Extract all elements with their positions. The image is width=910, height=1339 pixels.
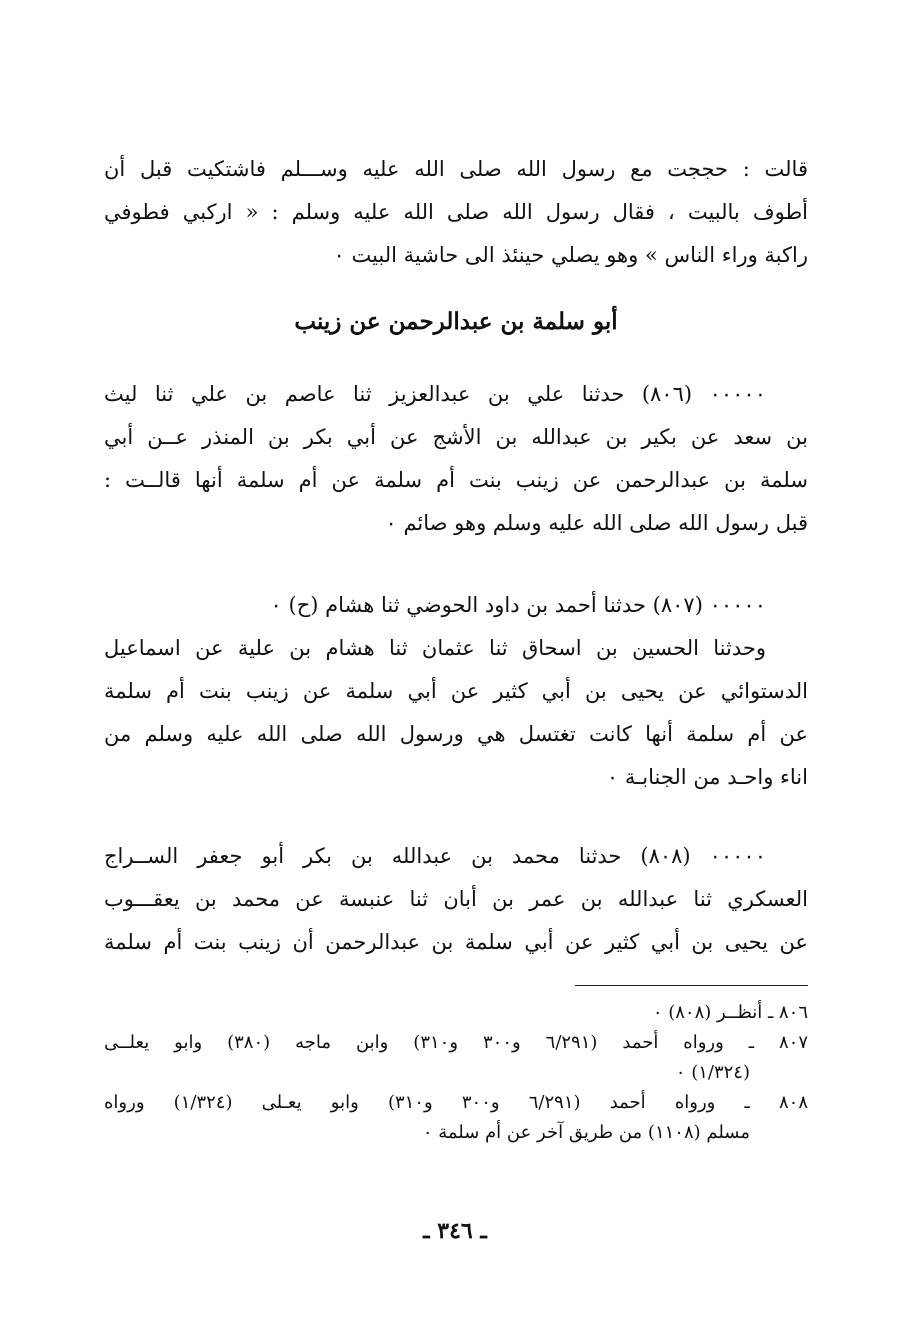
text-line: عن يحيى بن أبي كثير عن أبي سلمة بن عبدالرحمن أن زينب بنت أم سلمة: [104, 930, 808, 954]
text-line: ٠٠٠٠٠ (٨٠٧) حدثنا أحمد بن داود الحوضي ثنا هشام (ح) ٠: [270, 593, 766, 617]
text-line: سلمة بن عبدالرحمن عن زينب بنت أم سلمة عن أم سلمة أنها قالــت :: [104, 468, 808, 492]
paragraph-continuation: [104, 148, 808, 277]
hadith-807: [104, 584, 808, 799]
text-line: أطوف بالبيت ، فقال رسول الله صلى الله عليه وسلم : « اركبي فطوفي: [104, 200, 808, 224]
text-line: ٠٠٠٠٠ (٨٠٨) حدثنا محمد بن عبدالله بن بكر أبو جعفر الســراج: [104, 844, 766, 868]
text-line: قالت : حججت مع رسول الله صلى الله عليه وســـلم فاشتكيت قبل أن: [104, 157, 808, 181]
section-heading: أبو سلمة بن عبدالرحمن عن زينب: [294, 308, 618, 335]
text-line: قبل رسول الله صلى الله عليه وسلم وهو صائم ٠: [385, 511, 808, 535]
text-line: عن أم سلمة أنها كانت تغتسل هي ورسول الله صلى الله عليه وسلم من: [104, 722, 808, 746]
page-number: ـ ٣٤٦ ـ: [423, 1218, 487, 1244]
text-line: بن سعد عن بكير بن عبدالله بن الأشج عن أبي بكر بن المنذر عــن أبي: [104, 425, 808, 449]
text-line: اناء واحـد من الجنابـة ٠: [606, 765, 808, 789]
footnote-separator: [575, 985, 808, 986]
text-line: راكبة وراء الناس » وهو يصلي حينئذ الى حاشية البيت ٠: [333, 243, 808, 267]
hadith-806: [104, 373, 808, 545]
footnote-line: ٨٠٧ ـ ورواه أحمد (٦/٢٩١ و٣٠٠ و٣١٠) وابن ماجه (٣٨٠) وابو يعلــى: [104, 1032, 808, 1053]
footnotes: [104, 998, 808, 1148]
text-line: وحدثنا الحسين بن اسحاق ثنا عثمان ثنا هشام بن علية عن اسماعيل: [104, 636, 766, 660]
text-line: الدستوائي عن يحيى بن أبي كثير عن أبي سلمة عن زينب بنت أم سلمة: [104, 679, 808, 703]
footnote-line: مسلم (١١٠٨) من طريق آخر عن أم سلمة ٠: [422, 1122, 750, 1143]
footnote-line: (١/٣٢٤) ٠: [675, 1062, 750, 1083]
footnote-line: ٨٠٨ ـ ورواه أحمد (٦/٢٩١ و٣٠٠ و٣١٠) وابو يعـلى (١/٣٢٤) ورواه: [104, 1092, 808, 1113]
text-line: العسكري ثنا عبدالله بن عمر بن أبان ثنا عنبسة عن محمد بن يعقـــوب: [104, 887, 808, 911]
hadith-808: [104, 835, 808, 964]
footnote-line: ٨٠٦ ـ أنظــر (٨٠٨) ٠: [652, 1002, 808, 1023]
text-line: ٠٠٠٠٠ (٨٠٦) حدثنا علي بن عبدالعزيز ثنا عاصم بن علي ثنا ليث: [104, 382, 766, 406]
